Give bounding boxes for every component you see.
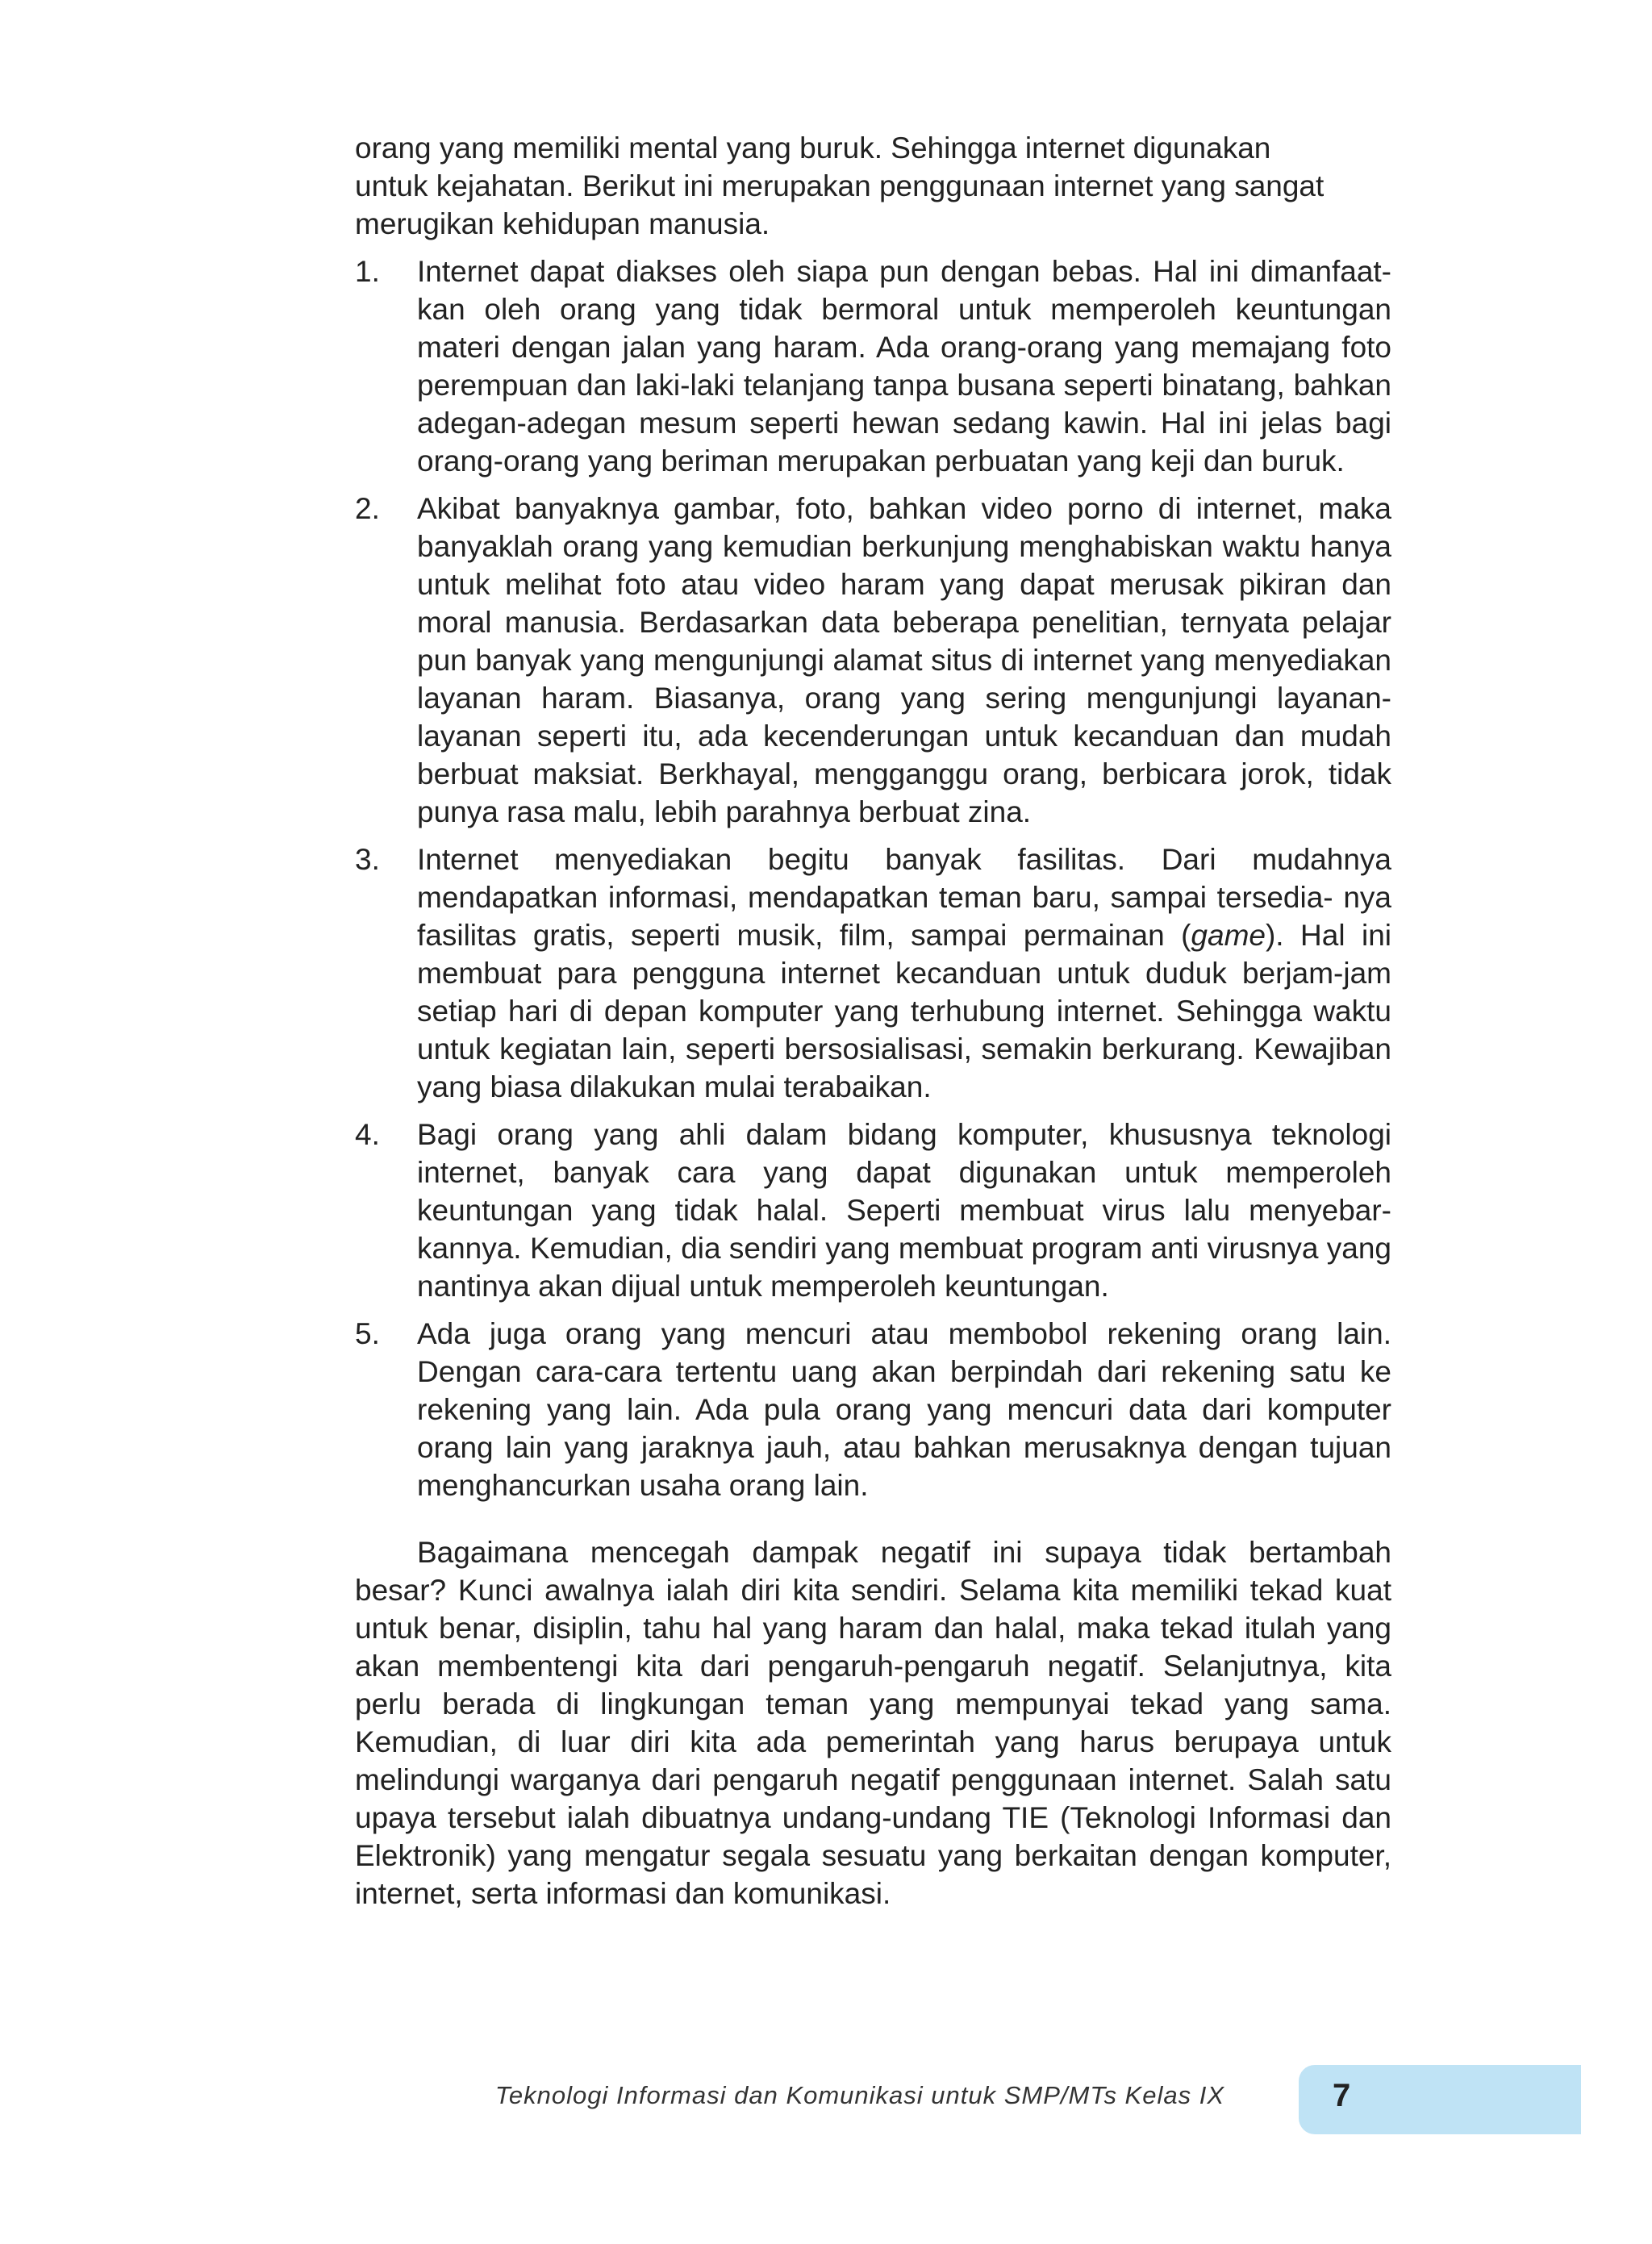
list-item-text: Akibat banyaknya gambar, foto, bahkan video porno di internet, maka banyaklah orang yang kemudian berkunjung menghabiskan waktu hanya untuk melihat foto atau video haram yang dapat merusak pikiran dan moral manusia. Berdasarkan data beberapa penelitian, ternyata pelajar pun banyak yang mengunjungi alamat situs di internet yang menyediakan layanan haram. Biasanya, orang yang sering mengunjungi layanan-layanan seperti itu, ada kecenderungan untuk kecanduan dan mudah berbuat maksiat. Berkhayal, mengganggu orang, berbicara jorok, tidak punya rasa malu, lebih parahnya berbuat zina. <box>417 492 1391 828</box>
footer-book-title: Teknologi Informasi dan Komunikasi untuk SMP/MTs Kelas IX <box>494 2081 1224 2109</box>
intro-paragraph <box>355 129 1391 243</box>
intro-line: untuk kejahatan. Berikut ini merupakan penggunaan internet yang sangat <box>355 169 1325 202</box>
list-item <box>355 840 1391 1106</box>
intro-line: merugikan kehidupan manusia. <box>355 207 770 240</box>
page-footer <box>0 2065 1652 2134</box>
list-item <box>355 1116 1391 1305</box>
list-item-text-before: Internet menyediakan begitu banyak fasilitas. Dari mudahnya mendapatkan informasi, mendapatkan teman baru, sampai tersedia- nya fasilitas gratis, seperti musik, film, sampai permainan ( <box>417 843 1391 952</box>
list-item-number: 4. <box>355 1118 380 1151</box>
intro-line: orang yang memiliki mental yang buruk. Sehingga internet digunakan <box>355 131 1271 165</box>
list-item <box>355 252 1391 480</box>
list-item-text <box>417 840 1391 1106</box>
list-item <box>355 1315 1391 1504</box>
page-number-badge <box>1299 2065 1581 2134</box>
list-item-text: Internet dapat diakses oleh siapa pun dengan bebas. Hal ini dimanfaat-kan oleh orang yang tidak bermoral untuk memperoleh keuntungan materi dengan jalan yang haram. Ada orang-orang yang memajang foto perempuan dan laki-laki telanjang tanpa busana seperti binatang, bahkan adegan-adegan mesum seperti hewan sedang kawin. Hal ini jelas bagi orang-orang yang beriman merupakan perbuatan yang keji dan buruk. <box>417 255 1391 478</box>
negative-uses-list <box>355 252 1391 1504</box>
page-number: 7 <box>1333 2078 1351 2113</box>
list-item-number: 3. <box>355 843 380 876</box>
list-item-text-italic: game <box>1191 919 1266 952</box>
list-item <box>355 490 1391 831</box>
list-item-number: 5. <box>355 1317 380 1350</box>
list-item-text: Ada juga orang yang mencuri atau membobol rekening orang lain. Dengan cara-cara tertentu uang akan berpindah dari rekening satu ke rekening yang lain. Ada pula orang yang mencuri data dari komputer orang lain yang jaraknya jauh, atau bahkan merusaknya dengan tujuan menghancurkan usaha orang lain. <box>417 1317 1391 1502</box>
closing-paragraph: Bagaimana mencegah dampak negatif ini supaya tidak bertambah besar? Kunci awalnya ialah diri kita sendiri. Selama kita memiliki tekad kuat untuk benar, disiplin, tahu hal yang haram dan halal, maka tekad itulah yang akan membentengi kita dari pengaruh-pengaruh negatif. Selanjutnya, kita perlu berada di lingkungan teman yang mempunyai tekad yang sama. Kemudian, di luar diri kita ada pemerintah yang harus berupaya untuk melindungi warganya dari pengaruh negatif penggunaan internet. Salah satu upaya tersebut ialah dibuatnya undang-undang TIE (Teknologi Informasi dan Elektronik) yang mengatur segala sesuatu yang berkaitan dengan komputer, internet, serta informasi dan komunikasi. <box>355 1536 1391 1910</box>
list-item-text: Bagi orang yang ahli dalam bidang komputer, khususnya teknologi internet, banyak cara yang dapat digunakan untuk memperoleh keuntungan yang tidak halal. Seperti membuat virus lalu menyebar-kannya. Kemudian, dia sendiri yang membuat program anti virusnya yang nantinya akan dijual untuk memperoleh keuntungan. <box>417 1118 1391 1303</box>
page-content <box>355 129 1391 1912</box>
list-item-number: 2. <box>355 492 380 525</box>
list-item-text-after: ). Hal ini membuat para pengguna internet kecanduan untuk duduk berjam-jam setiap hari di depan komputer yang terhubung internet. Sehingga waktu untuk kegiatan lain, seperti bersosialisasi, semakin berkurang. Kewajiban yang biasa dilakukan mulai terabaikan. <box>417 919 1392 1103</box>
list-item-number: 1. <box>355 255 380 288</box>
